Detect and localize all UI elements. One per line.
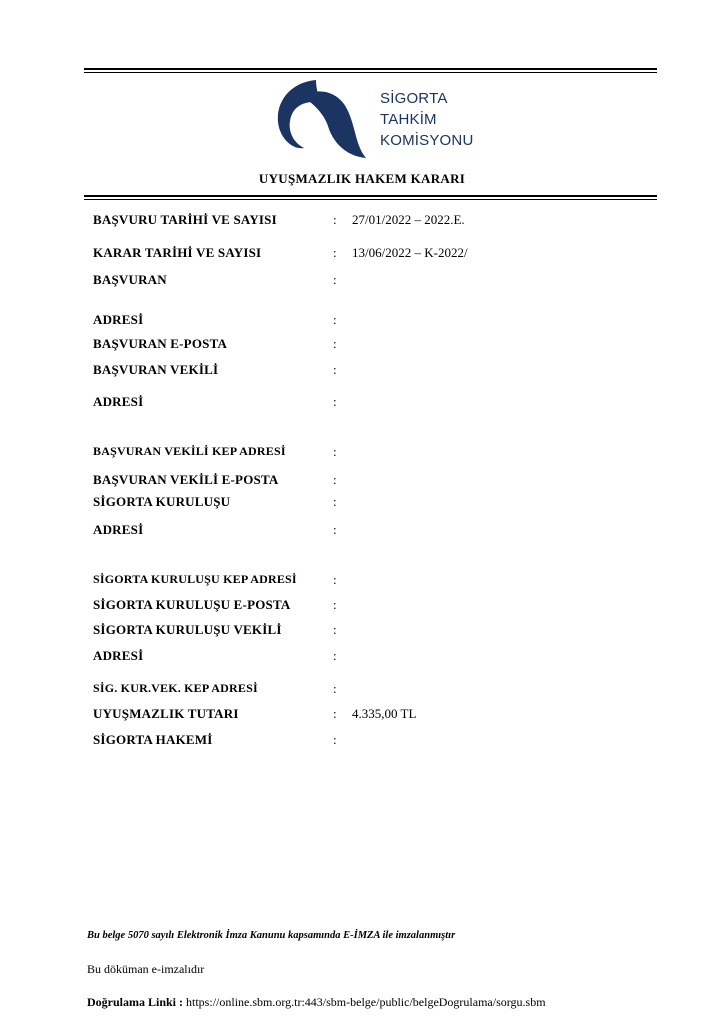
top-rule-thin [84, 72, 657, 73]
field-label: BAŞVURAN VEKİLİ KEP ADRESİ [93, 444, 286, 458]
field-colon: : [333, 394, 337, 409]
title-rule-thin [84, 199, 657, 200]
field-label: SİG. KUR.VEK. KEP ADRESİ [93, 681, 258, 695]
verification-link [87, 995, 546, 1010]
verification-url[interactable]: https://online.sbm.org.tr:443/sbm-belge/public/belgeDogrulama/sorgu.sbm [186, 995, 546, 1009]
field-label: KARAR TARİHİ VE SAYISI [93, 245, 262, 260]
field-colon: : [333, 706, 337, 721]
field-label: ADRESİ [93, 522, 144, 537]
field-colon: : [333, 212, 337, 227]
field-colon: : [333, 336, 337, 351]
field-value: 13/06/2022 – K-2022/ [352, 245, 468, 260]
field-label: ADRESİ [93, 394, 144, 409]
field-colon: : [333, 622, 337, 637]
field-colon: : [333, 272, 337, 287]
field-label: ADRESİ [93, 648, 144, 663]
field-colon: : [333, 312, 337, 327]
field-colon: : [333, 362, 337, 377]
field-value: 27/01/2022 – 2022.E. [352, 212, 465, 227]
logo-wordmark [380, 88, 473, 151]
document-title: UYUŞMAZLIK HAKEM KARARI [258, 171, 466, 186]
field-colon: : [333, 494, 337, 509]
logo-line-3: KOMİSYONU [380, 132, 474, 149]
field-colon: : [333, 245, 337, 260]
field-label: SİGORTA KURULUŞU [93, 494, 231, 509]
title-rule-thick [84, 195, 657, 197]
field-label: UYUŞMAZLIK TUTARI [93, 706, 239, 721]
field-colon: : [333, 472, 337, 487]
field-label: SİGORTA KURULUŞU E-POSTA [93, 597, 291, 612]
field-label: BAŞVURAN E-POSTA [93, 336, 228, 351]
field-colon: : [333, 572, 337, 587]
field-label: BAŞVURU TARİHİ VE SAYISI [93, 212, 277, 227]
field-label: ADRESİ [93, 312, 144, 327]
sigorta-tahkim-logo [272, 78, 472, 160]
field-colon: : [333, 732, 337, 747]
signed-text: Bu döküman e-imzalıdır [87, 962, 205, 976]
top-rule-thick [84, 68, 657, 70]
field-label: BAŞVURAN VEKİLİ E-POSTA [93, 472, 279, 487]
field-label: BAŞVURAN VEKİLİ [93, 362, 219, 377]
field-label: SİGORTA KURULUŞU KEP ADRESİ [93, 572, 297, 586]
field-label: SİGORTA HAKEMİ [93, 732, 213, 747]
field-label: SİGORTA KURULUŞU VEKİLİ [93, 622, 282, 637]
field-label: BAŞVURAN [93, 272, 167, 287]
logo-line-2: TAHKİM [380, 111, 437, 128]
logo-line-1: SİGORTA [380, 90, 448, 107]
field-colon: : [333, 648, 337, 663]
esign-note: Bu belge 5070 sayılı Elektronik İmza Kanunu kapsamında E-İMZA ile imzalanmıştır [87, 930, 456, 941]
field-colon: : [333, 444, 337, 459]
logo-swoosh-icon [272, 78, 368, 160]
field-colon: : [333, 681, 337, 696]
field-value: 4.335,00 TL [352, 706, 417, 721]
verification-label: Doğrulama Linki : [87, 995, 184, 1009]
field-colon: : [333, 597, 337, 612]
field-colon: : [333, 522, 337, 537]
